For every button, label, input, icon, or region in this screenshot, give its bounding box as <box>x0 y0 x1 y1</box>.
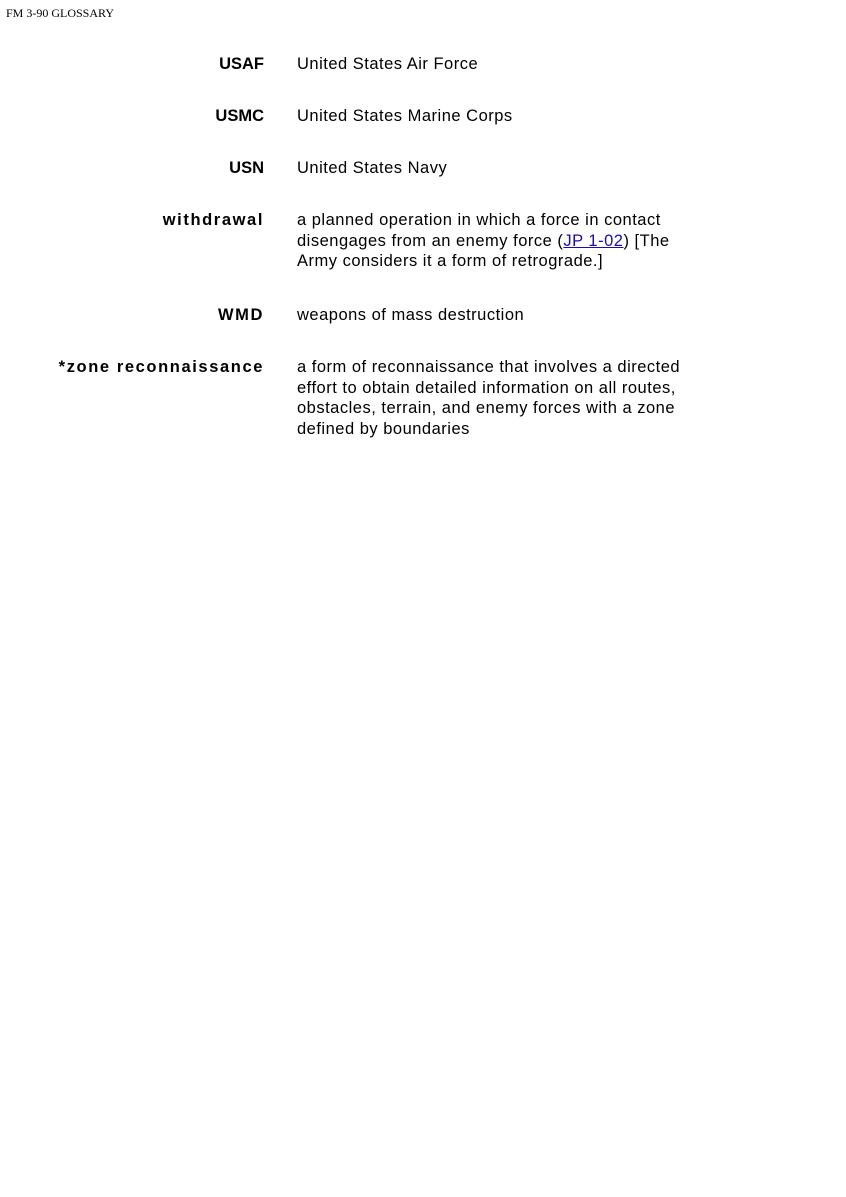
glossary-definition <box>297 106 737 127</box>
glossary-definition <box>297 357 737 439</box>
glossary-term: *zone reconnaissance <box>58 358 264 376</box>
definition-line: defined by boundaries <box>297 419 470 438</box>
running-header: FM 3-90 GLOSSARY <box>6 6 115 20</box>
glossary-definition <box>297 210 737 272</box>
definition-text: disengages from an enemy force ( <box>297 231 564 250</box>
glossary-term: USMC <box>215 107 264 125</box>
glossary-definition <box>297 158 737 179</box>
definition-line: obstacles, terrain, and enemy forces with a zone <box>297 399 676 417</box>
definition-line: United States Air Force <box>297 55 479 73</box>
definition-line: Army considers it a form of retrograde.] <box>297 252 604 270</box>
definition-line: weapons of mass destruction <box>297 306 525 324</box>
glossary-definition <box>297 305 737 326</box>
definition-line: effort to obtain detailed information on all routes, <box>297 378 676 397</box>
glossary-term: USAF <box>219 55 264 73</box>
definition-text: ) [The <box>623 231 670 250</box>
definition-line: United States Navy <box>297 159 448 177</box>
jp-1-02-reference-link[interactable]: JP 1-02 <box>563 231 624 250</box>
glossary-term: withdrawal <box>162 211 264 229</box>
glossary-definition <box>297 54 737 75</box>
definition-line: a form of reconnaissance that involves a directed <box>297 358 681 376</box>
glossary-term: WMD <box>217 306 264 324</box>
definition-line: a planned operation in which a force in contact <box>297 211 661 229</box>
glossary-term: USN <box>229 159 264 177</box>
definition-line <box>297 231 737 252</box>
definition-line: United States Marine Corps <box>297 107 513 125</box>
